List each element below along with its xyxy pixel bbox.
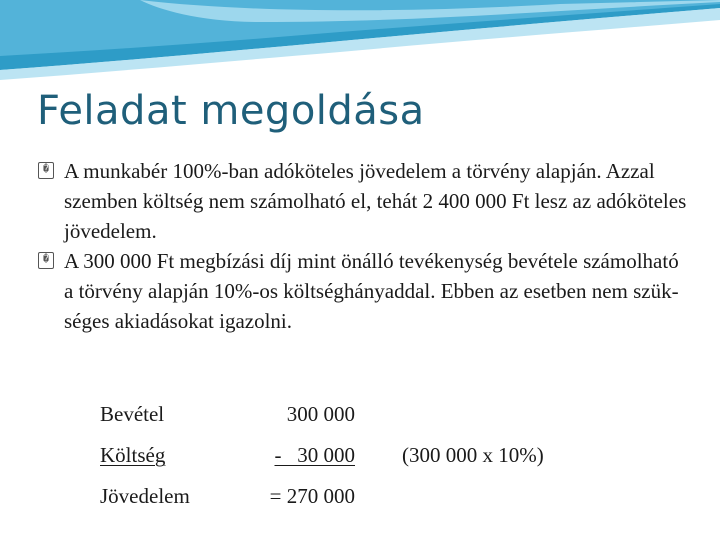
bullet-text: A munkabér 100%-ban adóköteles jövedelem a törvény alapján. Azzal szemben költség nem számolható el, tehát 2 400 000 Ft lesz az adóköteles jövedelem. — [64, 159, 687, 243]
calculation-row — [100, 484, 620, 525]
calculation-note: (300 000 x 10%) — [402, 443, 544, 467]
header-wave-decoration — [0, 0, 720, 80]
bullet-item — [38, 156, 688, 246]
bullet-text: A 300 000 Ft megbízási díj mint önálló tevékenység bevétele számolható a törvény alapján 10%-os költséghányaddal. Ebben az esetben nem szük-séges akiadásokat igazolni. — [64, 249, 679, 333]
calculation-row — [100, 402, 620, 443]
calculation-value: = 270 000 — [269, 484, 355, 508]
bullet-list — [38, 156, 688, 336]
slide-title: Feladat megoldása — [37, 88, 425, 134]
calculation-label: Bevétel — [100, 402, 165, 426]
calculation-value: - 30 000 — [274, 443, 355, 467]
calculation-row — [100, 443, 620, 484]
bullet-marker-icon: � — [38, 162, 54, 179]
calculation-label: Költség — [100, 443, 166, 467]
calculation-label: Jövedelem — [100, 484, 190, 508]
bullet-item — [38, 246, 688, 336]
calculation-table — [100, 402, 620, 525]
bullet-marker-icon: � — [38, 252, 54, 269]
calculation-value: 300 000 — [286, 402, 355, 426]
